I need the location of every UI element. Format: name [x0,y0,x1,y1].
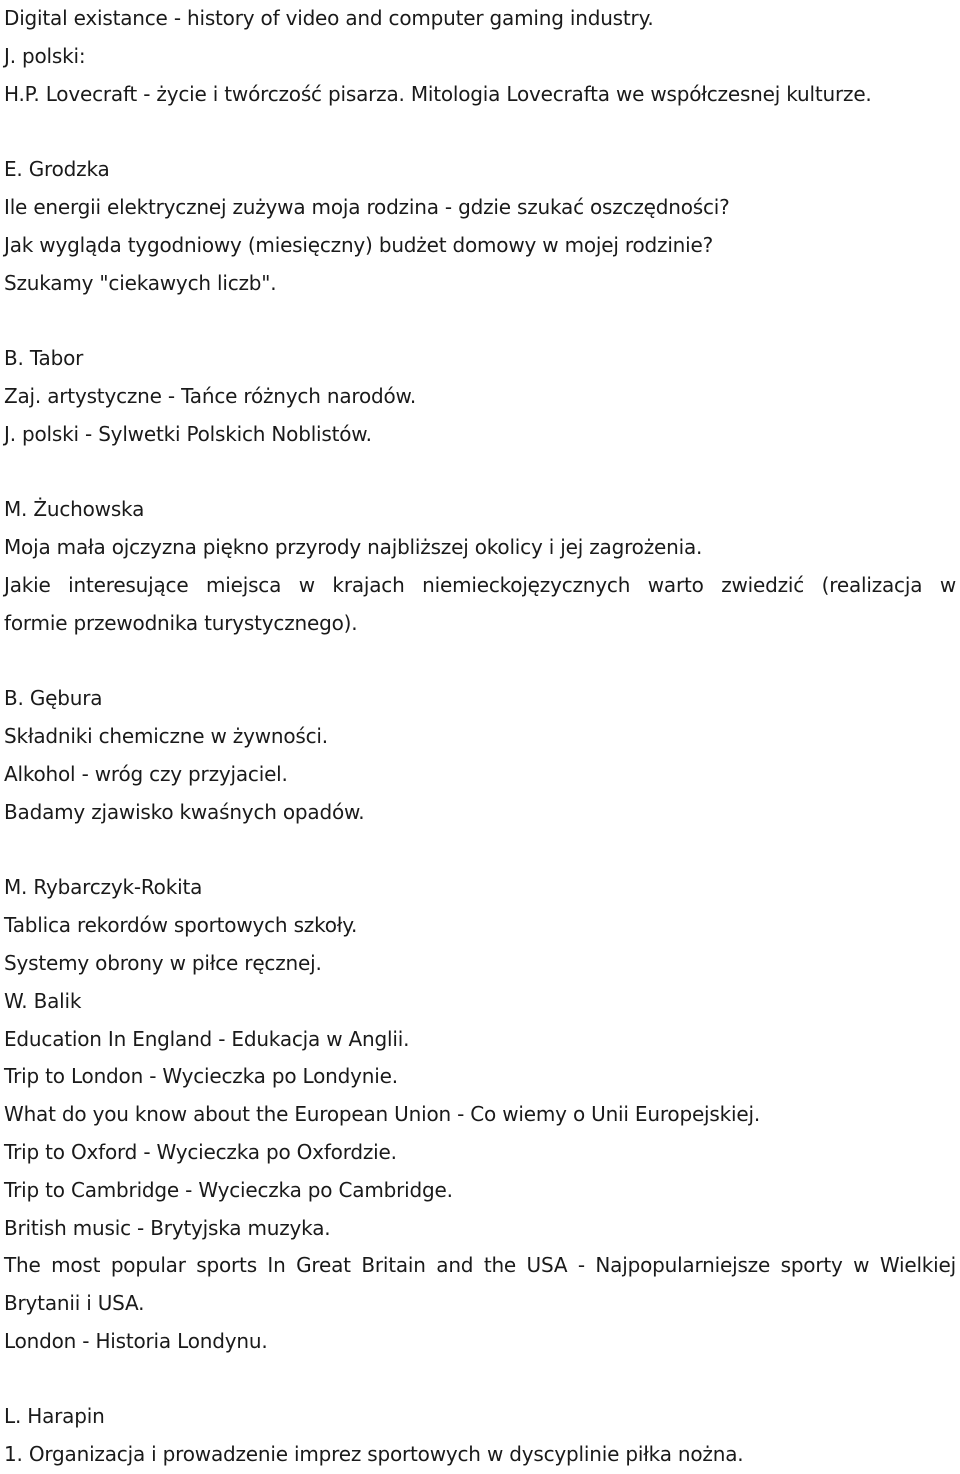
text-line: Zaj. artystyczne - Tańce różnych narodów. [4,383,417,408]
text-line: Ile energii elektrycznej zużywa moja rodzina - gdzie szukać oszczędności? [4,194,730,219]
text-line: formie przewodnika turystycznego). [4,610,358,635]
author-heading: L. Harapin [4,1404,105,1429]
author-heading: B. Tabor [4,346,84,371]
text-line: J. polski: [4,43,86,68]
text-line: Szukamy "ciekawych liczb". [4,270,277,295]
text-line: Digital existance - history of video and computer gaming industry. [4,6,654,30]
text-line: Moja mała ojczyzna piękno przyrody najbliższej okolicy i jej zagrożenia. [4,535,703,560]
author-heading: E. Grodzka [4,157,110,182]
text-line: Systemy obrony w piłce ręcznej. [4,950,322,975]
text-line: Składniki chemiczne w żywności. [4,724,328,749]
text-line: Alkohol - wróg czy przyjaciel. [4,761,288,786]
document-page [4,0,956,1474]
text-line: The most popular sports In Great Britain and the USA - Najpopularniejsze sporty w Wielkiej [4,1253,956,1278]
text-line: J. polski - Sylwetki Polskich Noblistów. [4,421,372,446]
blank-line [4,643,956,681]
text-line: Trip to London - Wycieczka po Londynie. [4,1064,398,1089]
text-line: Jak wygląda tygodniowy (miesięczny) budżet domowy w mojej rodzinie? [4,232,714,257]
text-line: British music - Brytyjska muzyka. [4,1215,331,1240]
blank-line [4,454,956,492]
blank-line [4,302,956,340]
blank-line [4,1361,956,1399]
text-line: 1. Organizacja i prowadzenie imprez sportowych w dyscyplinie piłka nożna. [4,1442,744,1467]
text-line: London - Historia Londynu. [4,1328,268,1353]
author-heading: B. Gębura [4,686,103,711]
text-line: Trip to Oxford - Wycieczka po Oxfordzie. [4,1139,397,1164]
text-line: Trip to Cambridge - Wycieczka po Cambridge. [4,1177,453,1202]
author-heading: M. Żuchowska [4,497,145,522]
text-line: Tablica rekordów sportowych szkoły. [4,913,358,938]
author-heading: M. Rybarczyk-Rokita [4,875,203,900]
blank-line [4,832,956,870]
text-line: Jakie interesujące miejsca w krajach niemieckojęzycznych warto zwiedzić (realizacja w [4,572,956,597]
author-heading: W. Balik [4,988,82,1013]
text-line: What do you know about the European Union - Co wiemy o Unii Europejskiej. [4,1102,760,1127]
text-line: H.P. Lovecraft - życie i twórczość pisarza. Mitologia Lovecrafta we współczesnej kulturze. [4,81,872,106]
text-line: Brytanii i USA. [4,1291,145,1316]
text-line: Badamy zjawisko kwaśnych opadów. [4,799,365,824]
blank-line [4,113,956,151]
text-line: Education In England - Edukacja w Anglii. [4,1026,410,1051]
